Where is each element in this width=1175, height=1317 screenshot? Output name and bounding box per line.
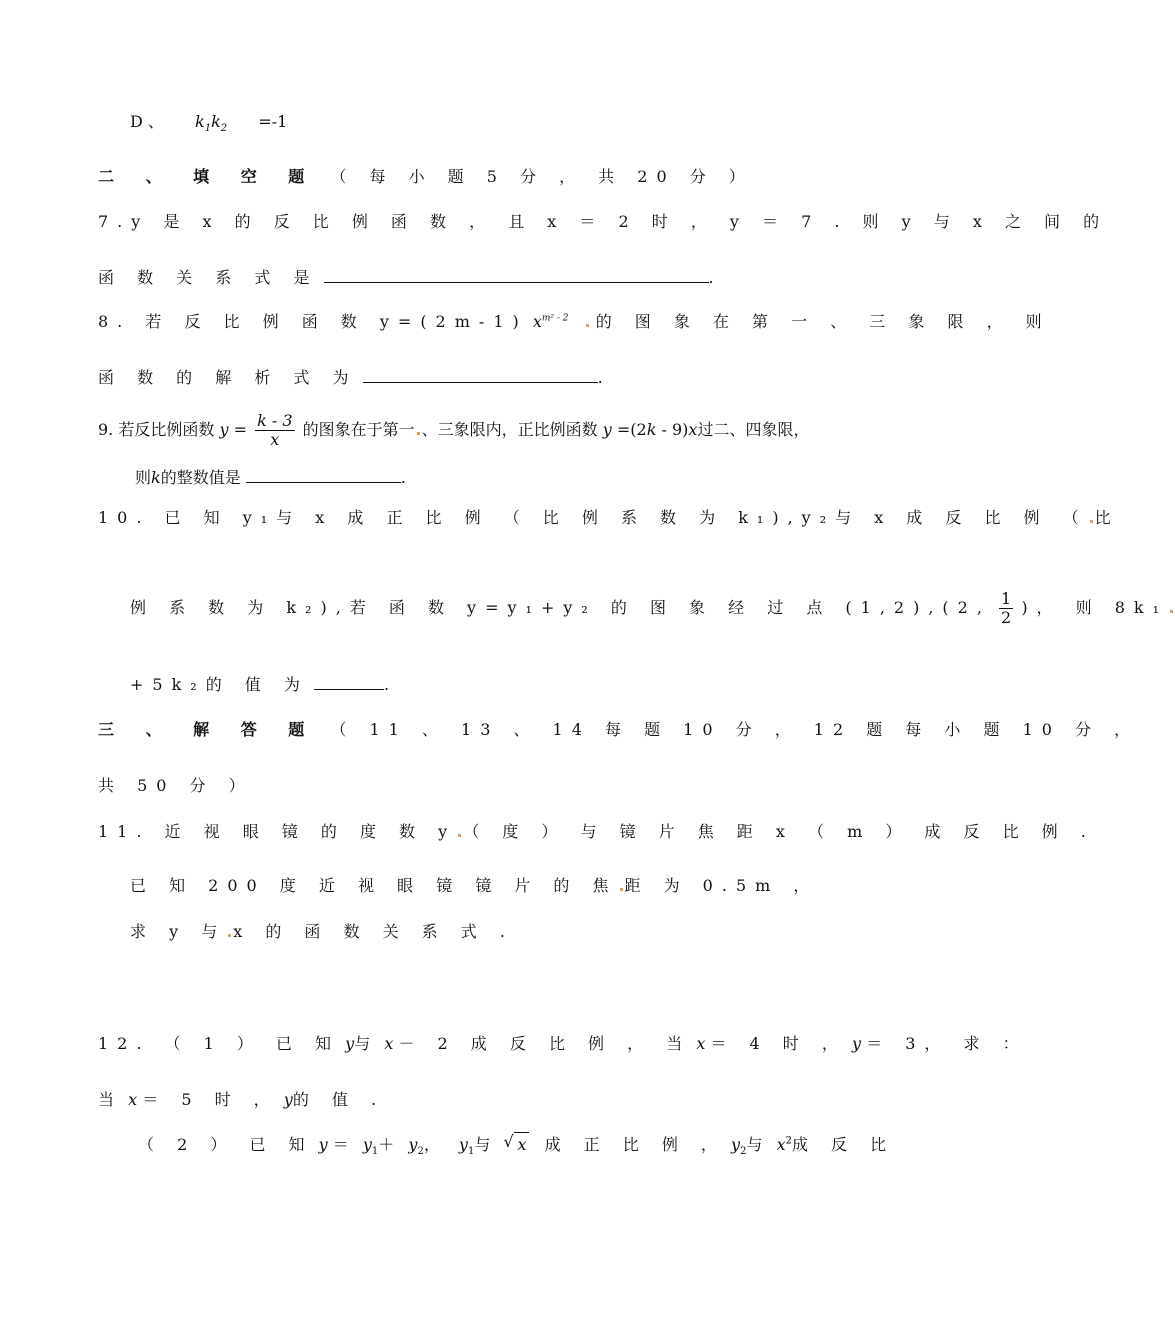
q9-fraction: $\frac{k - 3}{x}$: [257, 411, 293, 449]
q10-line-1: 10. 已 知 y₁与 x 成 正 比 例 （ 比 例 系 数 为 k₁),y₂与 x 成 反 比 例 （ 比: [98, 508, 1111, 527]
q11-line-2: 已 知 200 度 近 视 眼 镜 镜 片 的 焦 距 为 0.5m ，: [130, 876, 819, 895]
mark-dot: [1090, 520, 1093, 523]
q11-line-1: 11. 近 视 眼 镜 的 度 数 y （ 度 ） 与 镜 片 焦 距 x （ m ） 成 反 比 例 .: [98, 822, 1095, 841]
q12-line-3: （ 2 ） 已 知 $y = y_1+ y_2$， $y_1$与 √ x 成 正 比 例 ， $y_2$与 $x^2$成 反 比: [138, 1132, 895, 1157]
mark-dot: [586, 324, 589, 327]
q12-line-2: 当 x ＝ 5 时 ， y的 值 .: [98, 1090, 386, 1109]
q10-fraction: $\frac{1}{2}$: [1001, 589, 1012, 627]
q11-line-3: 求 y 与 x 的 函 数 关 系 式 .: [130, 922, 514, 941]
q10-answer-blank[interactable]: [314, 675, 384, 690]
q10-line-3: +5k₂的 值 为 .: [130, 675, 390, 694]
section-3-note-2: 共 50 分 ）: [98, 776, 254, 795]
q9-answer-blank[interactable]: [246, 468, 401, 483]
k1k2-expression: $k_1k_2$: [195, 112, 228, 135]
q8-line-2: 函 数 的 解 析 式 为 .: [98, 368, 603, 387]
mark-dot: [228, 934, 231, 937]
option-d: D 、 $k_1k_2 =-1$: [130, 112, 288, 135]
q8-answer-blank[interactable]: [363, 368, 598, 383]
q7-line-1: 7.y 是 x 的 反 比 例 函 数 ， 且 x ＝ 2 时 ， y ＝ 7 . 则 y 与 x 之 间 的: [98, 212, 1109, 231]
x-variable: x: [532, 312, 542, 331]
mark-dot: [1170, 610, 1173, 613]
q9-line-2: 则k的整数值是 .: [135, 468, 406, 487]
mark-dot: [458, 834, 461, 837]
section-3-heading: 三 、 解 答 题 （ 11 、 13 、 14 每 题 10 分 ， 12 题 每 小 题 10 分 ，: [98, 720, 1140, 739]
q7-answer-blank[interactable]: [324, 268, 709, 283]
q7-line-2: 函 数 关 系 式 是 .: [98, 268, 714, 287]
mark-dot: [620, 888, 623, 891]
q12-line-1: 12. （ 1 ） 已 知 y与 x － 2 成 反 比 例 ， 当 x ＝ 4 时 ， y ＝ 3， 求 ：: [98, 1034, 1028, 1053]
q9-line-1: 9. 若反比例函数 y = $\frac{k - 3}{x}$ 的图象在于第一 、三象限内，正比例函数 y =(2k - 9)x过二、四象限，: [98, 411, 810, 449]
q8-line-1: 8. 若 反 比 例 函 数 y=(2m-1) $x^{m^2 - 2}$ 的 图 象 在 第 一 、 三 象 限 ， 则: [98, 312, 1051, 331]
q10-line-2: 例 系 数 为 k₂),若 函 数 y=y₁+y₂ 的 图 象 经 过 点 (1,2),(2, $\frac{1}{2}$ )， 则 8k₁: [130, 590, 1175, 627]
sqrt-x: √ x: [514, 1132, 529, 1157]
section-2-heading: 二 、 填 空 题 （ 每 小 题 5 分 ， 共 20 分 ）: [98, 167, 754, 186]
mark-dot: [417, 432, 420, 435]
